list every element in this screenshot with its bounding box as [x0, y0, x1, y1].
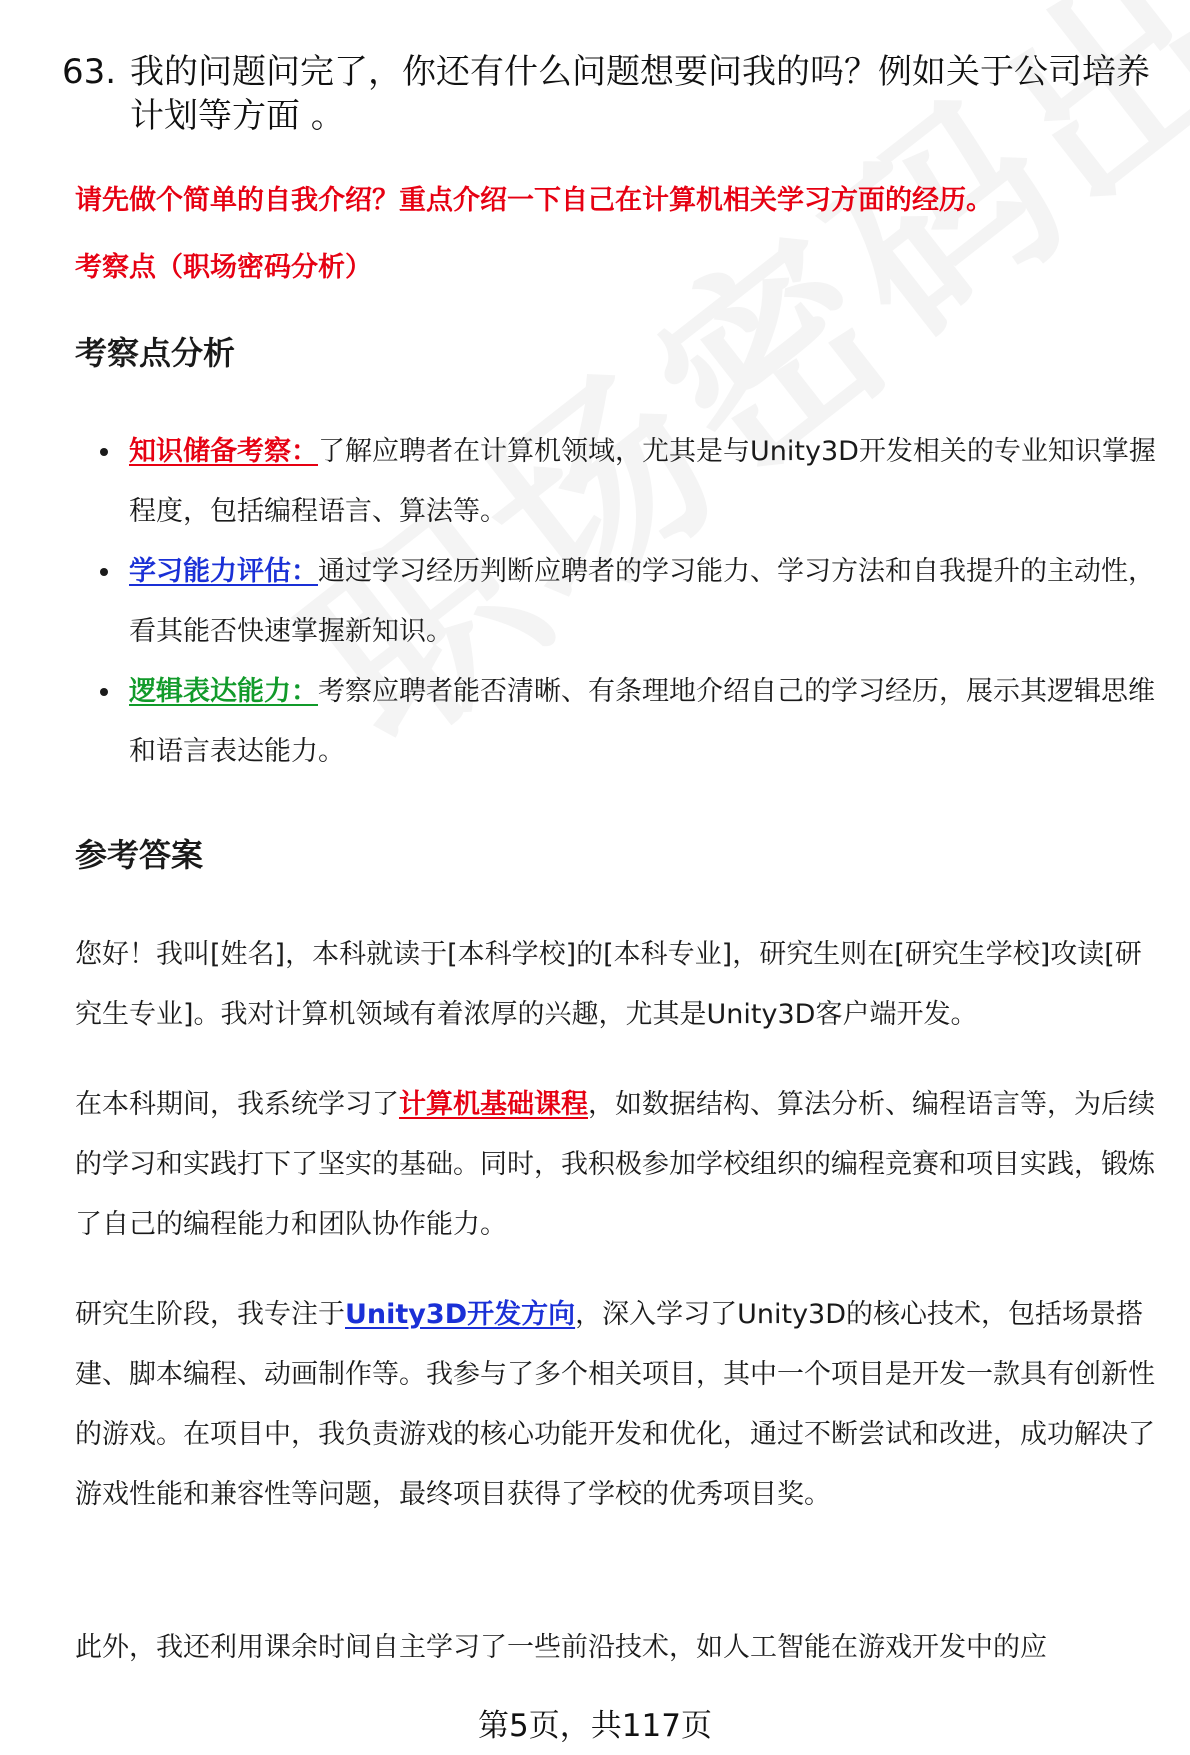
analysis-point	[92, 662, 1172, 782]
page-number-footer: 第5页，共117页	[478, 1708, 712, 1744]
paragraph-text: 在本科期间，我系统学习了	[75, 1089, 399, 1120]
bullet-icon	[100, 688, 108, 696]
analysis-heading: 考察点分析	[75, 334, 236, 372]
analysis-point	[92, 542, 1172, 662]
highlight-text: 计算机基础课程	[399, 1089, 588, 1120]
question-number: 63.	[62, 52, 117, 92]
intro-question: 请先做个简单的自我介绍？重点介绍一下自己在计算机相关学习方面的经历。	[75, 185, 993, 216]
analysis-points-list	[92, 422, 1172, 782]
bullet-icon	[100, 448, 108, 456]
question-title	[62, 50, 1152, 138]
paragraph-text: ，如数据结构、算法分析、编程语言等，为后续的学习和实践打下了坚实的基础。同时，我积极参加学校组织的编程竞赛和项目实践，锻炼了自己的编程能力和团队协作能力。	[75, 1089, 1155, 1240]
question-text: 我的问题问完了，你还有什么问题想要问我的吗？例如关于公司培养计划等方面 。	[130, 52, 1150, 136]
point-label: 知识储备考察：	[129, 436, 318, 467]
answer-paragraph-1: 您好！我叫[姓名]，本科就读于[本科学校]的[本科专业]，研究生则在[研究生学校]攻读[研究生专业]。我对计算机领域有着浓厚的兴趣，尤其是Unity3D客户端开发。	[75, 939, 1142, 1030]
point-text: 了解应聘者在计算机领域，尤其是与Unity3D开发相关的专业知识掌握程度，包括编程语言、算法等。	[129, 436, 1156, 527]
intro-subtitle: 考察点（职场密码分析）	[75, 252, 372, 283]
point-text: 通过学习经历判断应聘者的学习能力、学习方法和自我提升的主动性，看其能否快速掌握新知识。	[129, 556, 1155, 647]
answer-paragraph-2	[75, 1075, 1165, 1255]
highlight-text: Unity3D开发方向	[345, 1299, 576, 1330]
paragraph-text: 研究生阶段，我专注于	[75, 1299, 345, 1330]
point-label: 学习能力评估：	[129, 556, 318, 587]
point-text: 考察应聘者能否清晰、有条理地介绍自己的学习经历，展示其逻辑思维和语言表达能力。	[129, 676, 1155, 767]
paragraph-text: ，深入学习了Unity3D的核心技术，包括场景搭建、脚本编程、动画制作等。我参与了多个相关项目，其中一个项目是开发一款具有创新性的游戏。在项目中，我负责游戏的核心功能开发和优化，通过不断尝试和改进，成功解决了游戏性能和兼容性等问题，最终项目获得了学校的优秀项目奖。	[75, 1299, 1155, 1510]
point-label: 逻辑表达能力：	[129, 676, 318, 707]
analysis-point	[92, 422, 1172, 542]
answer-paragraph-4: 此外，我还利用课余时间自主学习了一些前沿技术，如人工智能在游戏开发中的应	[75, 1632, 1047, 1663]
bullet-icon	[100, 568, 108, 576]
answer-heading: 参考答案	[75, 836, 204, 874]
answer-paragraph-3	[75, 1285, 1165, 1525]
